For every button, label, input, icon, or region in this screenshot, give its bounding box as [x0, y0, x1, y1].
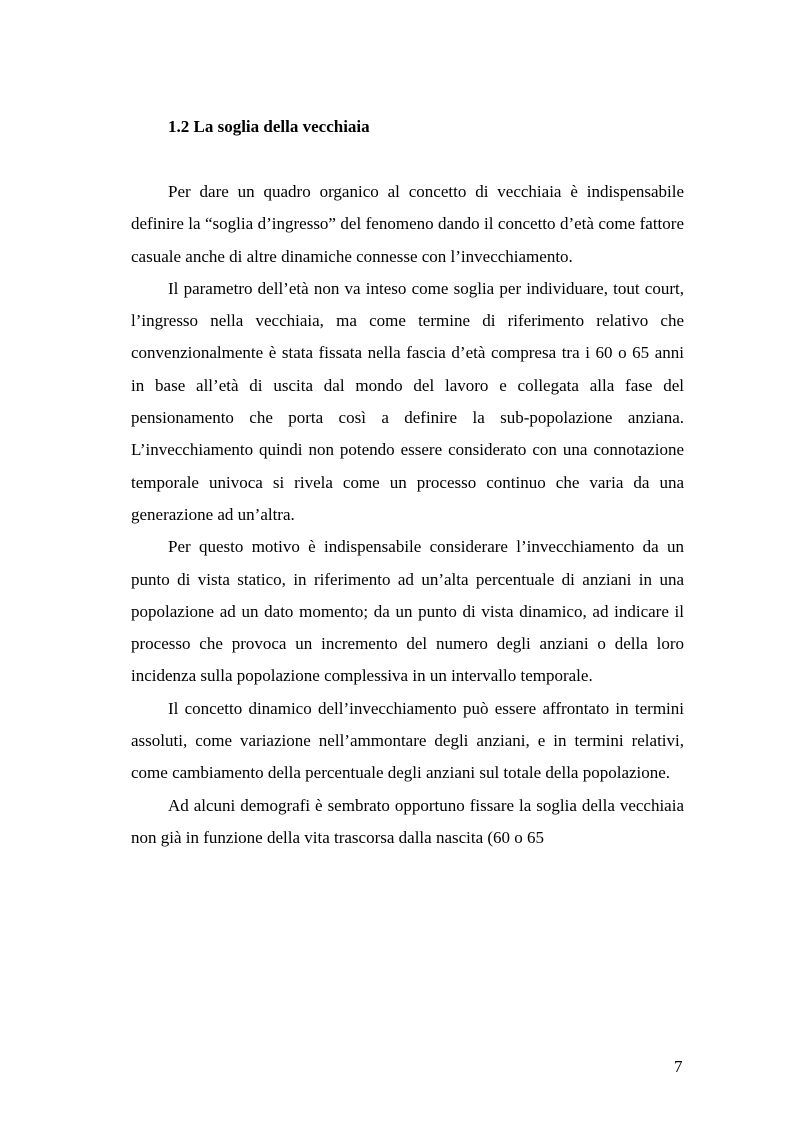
paragraph: Il parametro dell’età non va inteso come soglia per individuare, tout court, l’ingresso nella vecchiaia, ma come termine di riferimento relativo che convenzionalmente è stata fissata nella fascia d’età compresa tra i 60 o 65 anni in base all’età di uscita dal mondo del lavoro e collegata alla fase del pensionamento che porta così a definire la sub-popolazione anziana. L’invecchiamento quindi non potendo essere considerato con una connotazione temporale univoca si rivela come un processo continuo che varia da una generazione ad un’altra.: [131, 278, 684, 524]
section-body: [131, 176, 684, 854]
paragraph: Per dare un quadro organico al concetto di vecchiaia è indispensabile definire la “soglia d’ingresso” del fenomeno dando il concetto d’età come fattore casuale anche di altre dinamiche connesse con l’invecchiamento.: [131, 182, 684, 266]
page-number: 7: [674, 1057, 683, 1076]
paragraph: Ad alcuni demografi è sembrato opportuno fissare la soglia della vecchiaia non già in funzione della vita trascorsa dalla nascita (60 o 65: [131, 795, 684, 847]
section-heading: 1.2 La soglia della vecchiaia: [168, 117, 370, 136]
paragraph: Il concetto dinamico dell’invecchiamento può essere affrontato in termini assoluti, come variazione nell’ammontare degli anziani, e in termini relativi, come cambiamento della percentuale degli anziani sul totale della popolazione.: [131, 698, 684, 783]
paragraph: Per questo motivo è indispensabile considerare l’invecchiamento da un punto di vista statico, in riferimento ad un’alta percentuale di anziani in una popolazione ad un dato momento; da un punto di vista dinamico, ad indicare il processo che provoca un incremento del numero degli anziani o della loro incidenza sulla popolazione complessiva in un intervallo temporale.: [131, 537, 684, 686]
